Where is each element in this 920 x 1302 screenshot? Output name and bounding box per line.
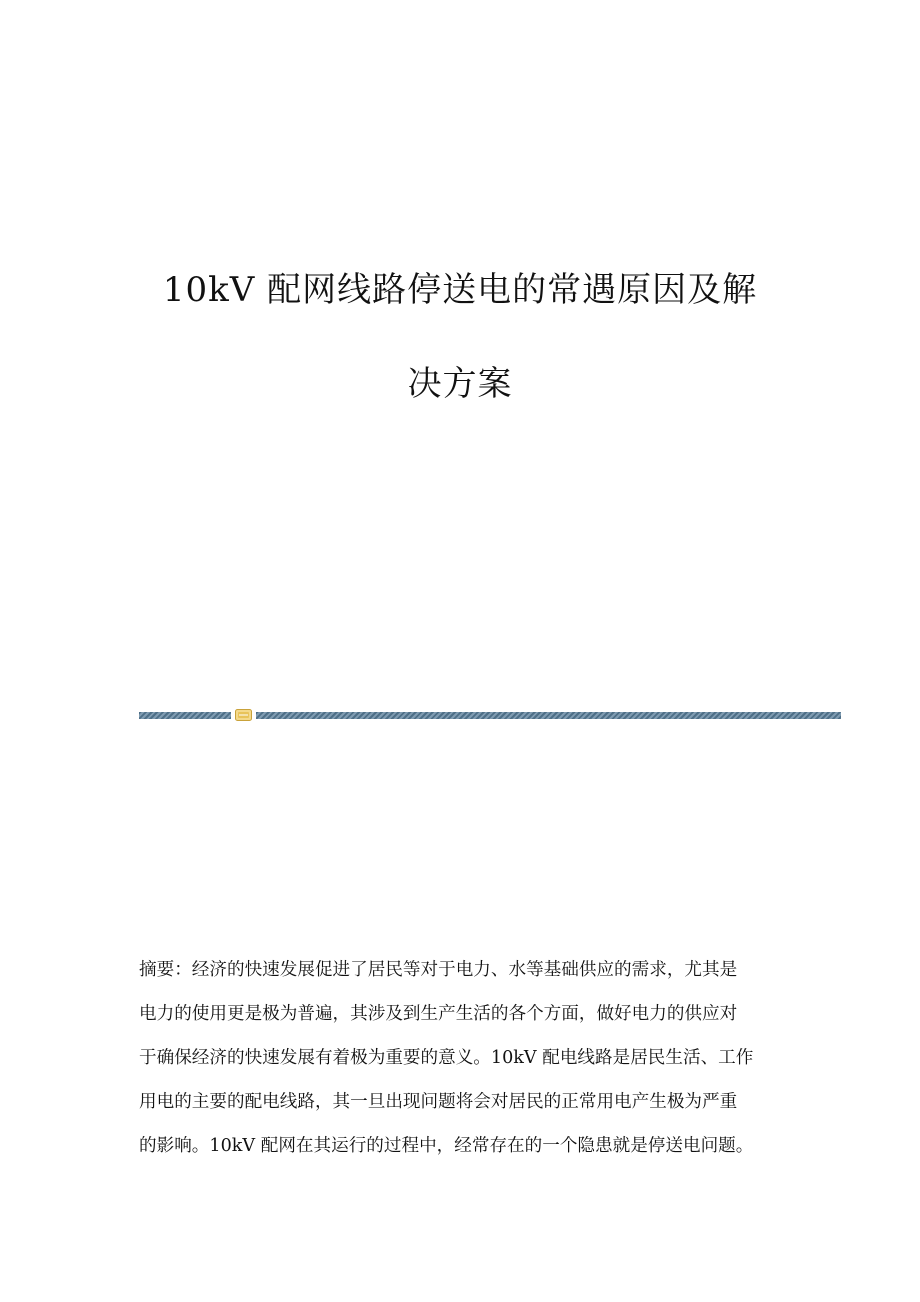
divider-bar-right [256, 712, 841, 719]
abstract-line-4: 用电的主要的配电线路，其一旦出现问题将会对居民的正常用电产生极为严重 [139, 1092, 738, 1112]
abstract-line-1: 摘要：经济的快速发展促进了居民等对于电力、水等基础供应的需求，尤其是 [139, 960, 738, 980]
abstract-line-3: 于确保经济的快速发展有着极为重要的意义。10kV 配电线路是居民生活、工作 [139, 1048, 754, 1068]
document-title-line-2: 决方案 [407, 364, 513, 404]
section-divider [139, 708, 841, 722]
abstract-line-5: 的影响。10kV 配网在其运行的过程中，经常存在的一个隐患就是停送电问题。 [139, 1136, 754, 1156]
document-title-line-1: 10kV 配网线路停送电的常遇原因及解 [162, 270, 758, 310]
divider-bar-left [139, 712, 231, 719]
ornament-icon [235, 708, 252, 722]
abstract-line-2: 电力的使用更是极为普遍，其涉及到生产生活的各个方面，做好电力的供应对 [139, 1004, 738, 1024]
abstract-paragraph [139, 948, 779, 1168]
